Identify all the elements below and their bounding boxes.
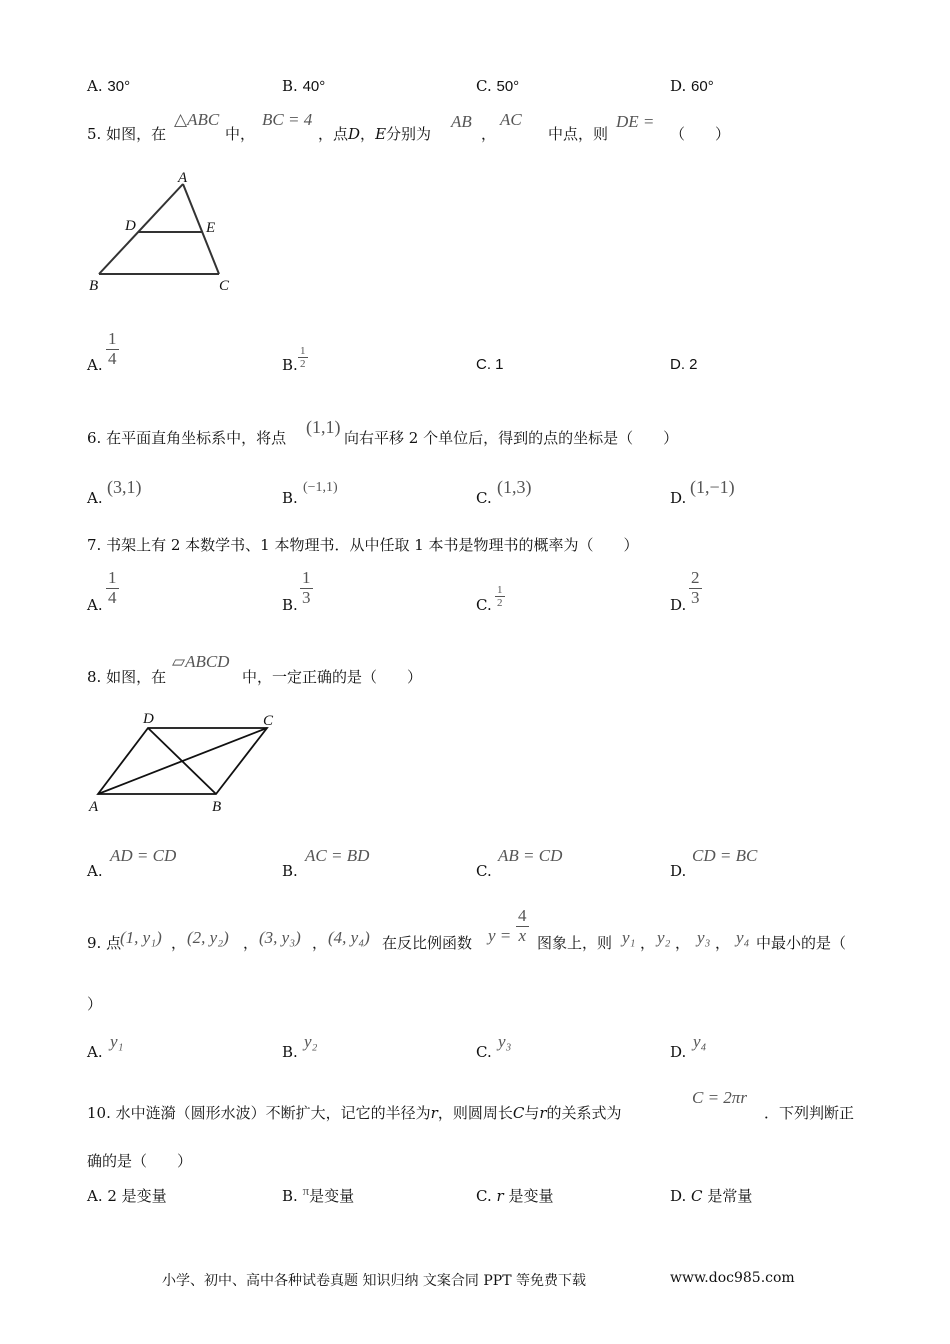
q7-option-d-fraction: $\frac{2}{3}$ <box>691 568 700 607</box>
q9-option-c: y₃ <box>498 1032 512 1051</box>
q9-stem-tail: 中最小的是（ <box>756 934 847 952</box>
q8-label-c: C <box>263 713 274 729</box>
q6-option-b: (−1,1) <box>303 480 338 495</box>
q5-ab: AB <box>451 112 472 131</box>
q6-option-d: (1,−1) <box>690 477 735 497</box>
q8-option-c-label: C. <box>476 862 492 880</box>
q5-triangle-abc: △ABC <box>174 110 220 129</box>
q8-option-d: CD = BC <box>692 846 758 865</box>
q9-comma-1: ， <box>171 934 187 952</box>
q5-option-b-fraction: $\frac{1}{2}$ <box>300 345 306 371</box>
q5-option-c: C. 1 <box>476 356 504 373</box>
q8-parallelogram-figure <box>85 706 285 816</box>
q9-option-c-label: C. <box>476 1043 492 1061</box>
q9-point-4: (4, y₄) <box>328 928 370 947</box>
q6-option-a: (3,1) <box>107 477 142 497</box>
q9-option-a: y₁ <box>110 1032 124 1051</box>
q8-label-d: D <box>143 711 154 727</box>
q9-text-graph: 图象上，则 <box>537 934 613 952</box>
q7-option-a-label: A. <box>87 596 103 614</box>
q5-ac: AC <box>500 110 522 129</box>
q4-option-c: C. 50° <box>476 77 520 95</box>
q10-option-a: A. 2 是变量 <box>87 1187 167 1205</box>
q5-stem-start: 5. 如图，在 <box>87 125 167 143</box>
q8-option-c: AB = CD <box>498 846 563 865</box>
q9-close-paren: ） <box>87 995 103 1013</box>
q7-option-b-fraction: $\frac{1}{3}$ <box>302 568 311 607</box>
q9-comma-2: ， <box>243 934 259 952</box>
q6-option-c: (1,3) <box>497 477 532 497</box>
q9-point-2: (2, y₂) <box>187 928 229 947</box>
footer-text: 小学、初中、高中各种试卷真题 知识归纳 文案合同 PPT 等免费下载 <box>162 1273 586 1289</box>
q8-option-a-label: A. <box>87 862 103 880</box>
q4-option-d: D. 60° <box>670 77 714 95</box>
q7-stem: 7. 书架上有 2 本数学书、1 本物理书．从中任取 1 本书是物理书的概率为（ ） <box>87 536 639 554</box>
q9-sep-3: ， <box>715 934 731 952</box>
q7-option-c-fraction: $\frac{1}{2}$ <box>497 584 503 610</box>
q10-stem-line1-end: ．下列判断正 <box>764 1104 855 1122</box>
q6-point: (1,1) <box>306 417 341 437</box>
q10-stem-line2: 确的是（ ） <box>87 1152 193 1170</box>
q9-stem-start: 9. 点 <box>87 934 122 952</box>
q7-option-d-label: D. <box>670 596 687 614</box>
q9-option-b: y₂ <box>304 1032 318 1051</box>
q9-y4: y₄ <box>736 928 750 947</box>
q5-answer-paren: （ ） <box>670 125 731 143</box>
q10-formula: C = 2πr <box>692 1088 747 1107</box>
q5-text-midpoint: 中点，则 <box>548 125 609 143</box>
q10-option-c: C. r 是变量 <box>476 1187 554 1205</box>
q6-option-c-label: C. <box>476 489 492 507</box>
q6-option-a-label: A. <box>87 489 103 507</box>
q5-option-b-label: B. <box>282 356 298 374</box>
q6-stem-end: 向右平移 2 个单位后，得到的点的坐标是（ ） <box>344 429 679 447</box>
q9-func-fraction: $\frac{4}{x}$ <box>518 906 527 945</box>
q9-point-1: (1, y₁) <box>120 928 162 947</box>
q7-option-b-label: B. <box>282 596 298 614</box>
q8-option-b: AC = BD <box>305 846 370 865</box>
q8-stem-start: 8. 如图，在 <box>87 668 167 686</box>
q5-label-b: B <box>89 278 99 294</box>
q9-y3: y₃ <box>697 928 711 947</box>
q5-bc-eq: BC = 4 <box>262 110 313 129</box>
q9-sep-2: ， <box>675 934 691 952</box>
q5-comma2: ， <box>481 125 497 143</box>
q8-parallelogram: ▱ABCD <box>172 652 230 671</box>
q5-label-a: A <box>178 170 188 186</box>
q5-text-dian: ，点D，E分别为 <box>318 125 432 143</box>
q7-option-a-fraction: $\frac{1}{4}$ <box>108 568 117 607</box>
q8-stem-end: 中，一定正确的是（ ） <box>242 668 423 686</box>
q9-option-d-label: D. <box>670 1043 687 1061</box>
q10-stem-line1: 10. 水中涟漪（圆形水波）不断扩大，记它的半径为r，则圆周长C与r的关系式为 <box>87 1104 622 1122</box>
q9-sep-1: ， <box>640 934 656 952</box>
q5-label-e: E <box>206 220 216 236</box>
q9-func-y: y = <box>488 926 512 945</box>
q5-option-a-fraction: $\frac{1}{4}$ <box>108 329 117 368</box>
q6-option-b-label: B. <box>282 489 298 507</box>
q9-point-3: (3, y₃) <box>259 928 301 947</box>
q9-comma-3: ， <box>312 934 328 952</box>
q9-option-a-label: A. <box>87 1043 103 1061</box>
q5-side-ab <box>99 184 183 274</box>
q8-diagonal-bd <box>148 728 216 794</box>
q5-de-eq: DE = <box>616 112 655 131</box>
q10-option-b: B. π是变量 <box>282 1183 355 1205</box>
q5-triangle-figure <box>85 166 245 296</box>
q9-y1: y₁ <box>622 928 636 947</box>
q5-option-d: D. 2 <box>670 356 698 373</box>
q8-option-d-label: D. <box>670 862 687 880</box>
q8-option-b-label: B. <box>282 862 298 880</box>
q8-option-a: AD = CD <box>110 846 177 865</box>
q10-option-d: D. C 是常量 <box>670 1187 753 1205</box>
q6-option-d-label: D. <box>670 489 687 507</box>
q9-option-d: y₄ <box>693 1032 707 1051</box>
q5-text-zhong: 中， <box>225 125 256 143</box>
q5-option-a-label: A. <box>87 356 103 374</box>
q5-label-d: D <box>125 218 136 234</box>
q4-option-a: A. 30° <box>87 77 131 95</box>
q8-label-b: B <box>212 799 222 815</box>
q7-option-c-label: C. <box>476 596 492 614</box>
q9-option-b-label: B. <box>282 1043 298 1061</box>
q6-stem-start: 6. 在平面直角坐标系中，将点 <box>87 429 287 447</box>
footer-url[interactable]: www.doc985.com <box>670 1270 795 1286</box>
q9-text-function: 在反比例函数 <box>382 934 473 952</box>
q9-y2: y₂ <box>657 928 671 947</box>
q4-option-b: B. 40° <box>282 77 326 95</box>
q5-label-c: C <box>219 278 230 294</box>
q8-label-a: A <box>89 799 99 815</box>
